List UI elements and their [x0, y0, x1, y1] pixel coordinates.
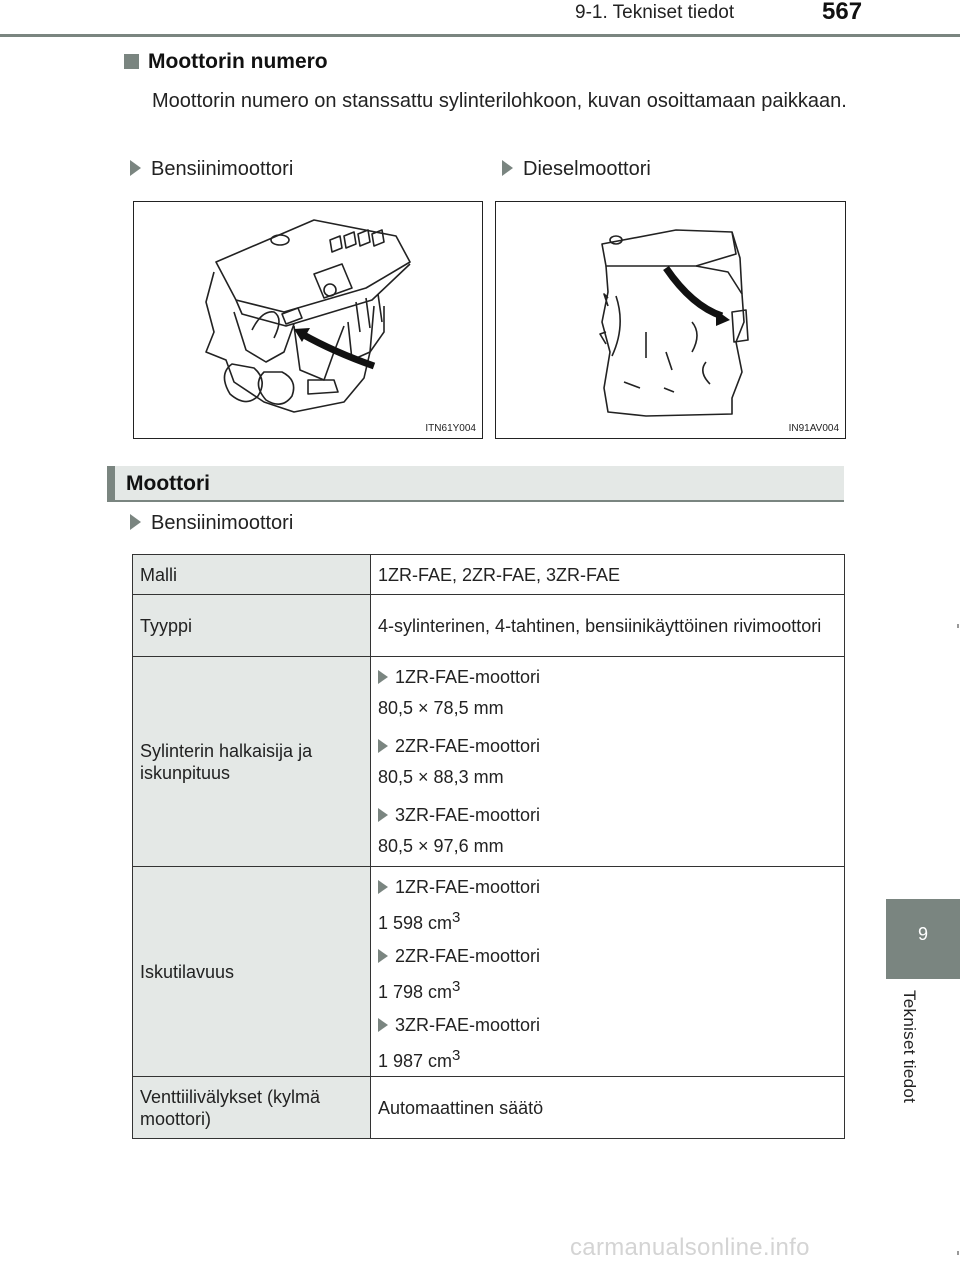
petrol-engine-illustration [134, 202, 482, 438]
engine-number-description: Moottorin numero on stanssattu sylinterilohkoon, kuvan osoittamaan paikkaan. [152, 90, 847, 112]
diesel-engine-figure [495, 201, 846, 439]
page-number: 567 [822, 0, 863, 25]
triangle-bullet-icon [378, 808, 388, 822]
table-row [133, 1077, 845, 1139]
engine-spec-table [132, 554, 845, 1139]
edge-mark [957, 624, 959, 628]
chapter-title: Tekniset tiedot [900, 990, 919, 1104]
diesel-engine-label: Dieselmoottori [502, 158, 651, 181]
triangle-bullet-icon [378, 949, 388, 963]
spec-key: Sylinterin halkaisija ja iskunpituus [133, 657, 371, 867]
triangle-bullet-icon [130, 514, 141, 530]
petrol-engine-sub-label: Bensiinimoottori [130, 512, 293, 535]
square-bullet-icon [124, 54, 139, 69]
bore-stroke-value: 80,5 × 97,6 mm [378, 836, 504, 856]
bore-stroke-value: 80,5 × 88,3 mm [378, 767, 504, 787]
diesel-engine-illustration [496, 202, 845, 438]
heading-accent [107, 466, 115, 502]
spec-key: Iskutilavuus [133, 867, 371, 1077]
engine-variant: 2ZR-FAE-moottori [378, 941, 837, 972]
table-row [133, 657, 845, 867]
bore-stroke-value: 80,5 × 78,5 mm [378, 698, 504, 718]
triangle-bullet-icon [502, 160, 513, 176]
engine-variant: 1ZR-FAE-moottori [378, 872, 837, 903]
triangle-bullet-icon [378, 670, 388, 684]
edge-mark [957, 1251, 959, 1255]
petrol-engine-figure [133, 201, 483, 439]
spec-key: Malli [133, 555, 371, 595]
figure-code: ITN61Y004 [425, 423, 476, 434]
engine-variant: 2ZR-FAE-moottori [378, 731, 837, 762]
chapter-number: 9 [917, 924, 928, 944]
spec-value: 1ZR-FAE, 2ZR-FAE, 3ZR-FAE [371, 555, 845, 595]
section-heading-engine-number: Moottorin numero [124, 50, 328, 74]
section-title: Moottori [126, 472, 210, 495]
table-row [133, 867, 845, 1077]
triangle-bullet-icon [130, 160, 141, 176]
section-heading-engine [107, 466, 844, 502]
triangle-bullet-icon [378, 739, 388, 753]
spec-value-group [371, 657, 845, 867]
header-section-title: 9-1. Tekniset tiedot [575, 2, 735, 23]
spec-value: 4-sylinterinen, 4-tahtinen, bensiinikäyttöinen rivimoottori [371, 595, 845, 657]
spec-value-group [371, 867, 845, 1077]
displacement-value: 1 598 $cm^3$ [378, 909, 461, 933]
displacement-value: 1 987 $cm^3$ [378, 1047, 461, 1071]
spec-value: Automaattinen säätö [371, 1077, 845, 1139]
displacement-value: 1 798 $cm^3$ [378, 978, 461, 1002]
table-row [133, 595, 845, 657]
figure-code: IN91AV004 [788, 423, 839, 434]
engine-variant: 3ZR-FAE-moottori [378, 800, 837, 831]
engine-variant: 1ZR-FAE-moottori [378, 662, 837, 693]
watermark: carmanualsonline.info [570, 1234, 810, 1261]
triangle-bullet-icon [378, 880, 388, 894]
table-row [133, 555, 845, 595]
petrol-engine-label: Bensiinimoottori [130, 158, 293, 181]
triangle-bullet-icon [378, 1018, 388, 1032]
engine-variant: 3ZR-FAE-moottori [378, 1010, 837, 1041]
chapter-tab[interactable] [886, 899, 960, 979]
header-rule [0, 34, 960, 37]
spec-key: Tyyppi [133, 595, 371, 657]
spec-key: Venttiilivälykset (kylmä moottori) [133, 1077, 371, 1139]
